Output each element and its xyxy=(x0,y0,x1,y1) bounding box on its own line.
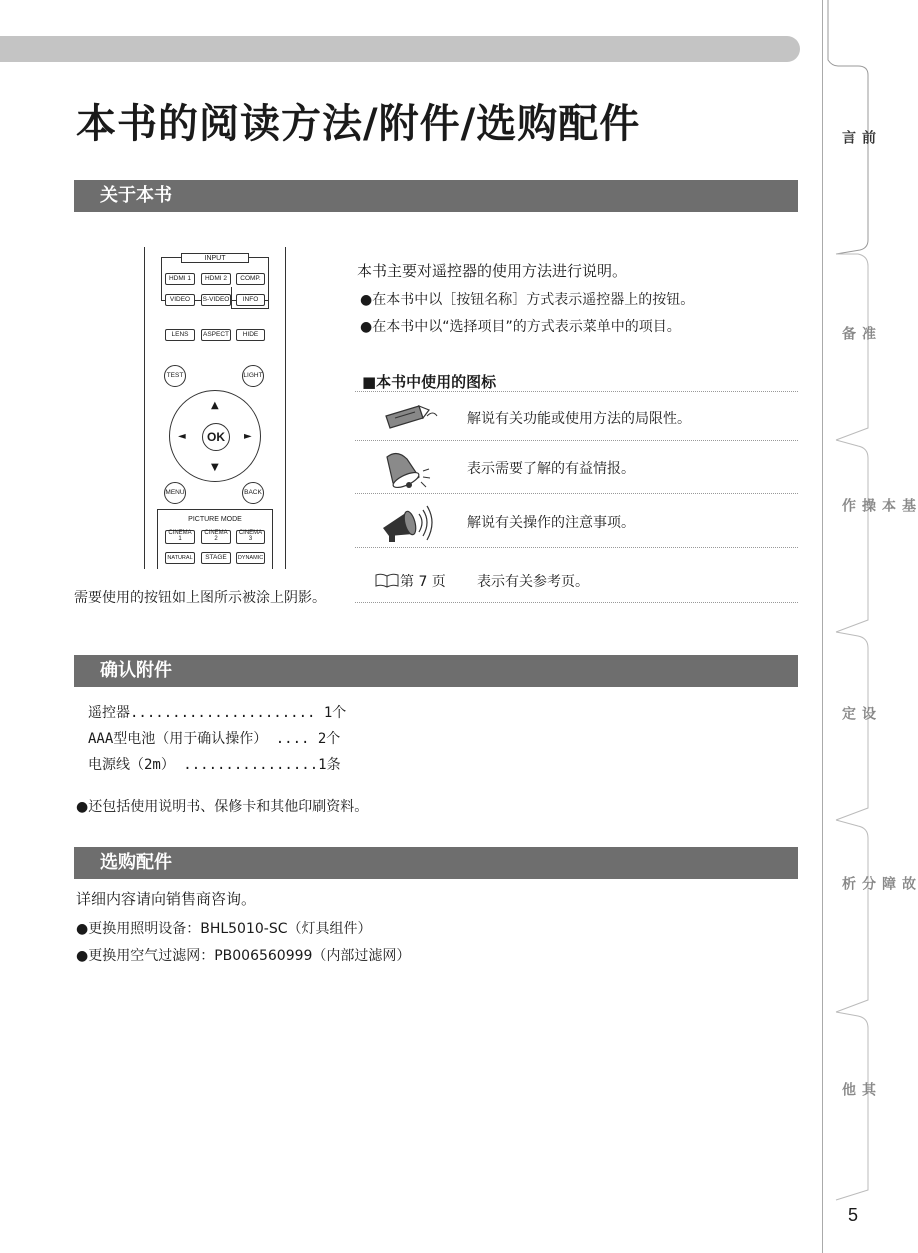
section-heading-options: 选购配件 xyxy=(74,847,798,879)
accessories-note: ●还包括使用说明书、保修卡和其他印刷资料。 xyxy=(76,799,369,815)
remote-control-illustration xyxy=(144,247,286,569)
reference-page-label: 第 7 页 xyxy=(400,574,446,590)
book-icon xyxy=(375,572,399,588)
icon-row-reference xyxy=(355,548,798,603)
cinema3-button[interactable]: CINEMA 3 xyxy=(236,530,265,544)
about-bullet-1: ●在本书中以［按钮名称］方式表示遥控器上的按钮。 xyxy=(360,292,695,308)
dynamic-button[interactable]: DYNAMIC xyxy=(236,552,265,564)
icon-row-bell xyxy=(355,441,798,494)
icon-text-megaphone: 解说有关操作的注意事项。 xyxy=(467,515,635,531)
page-title: 本书的阅读方法/附件/选购配件 xyxy=(76,101,641,147)
lens-button[interactable]: LENS xyxy=(165,329,195,341)
option-item-1: ●更换用照明设备：BHL5010-SC（灯具组件） xyxy=(76,921,372,937)
hdmi2-button[interactable]: HDMI 2 xyxy=(201,273,231,285)
arrow-left-icon[interactable]: ◄ xyxy=(178,431,186,442)
icon-text-bell: 表示需要了解的有益情报。 xyxy=(467,461,635,477)
about-bullet-2: ●在本书中以“选择项目”的方式表示菜单中的项目。 xyxy=(360,319,681,335)
icons-heading: ■本书中使用的图标 xyxy=(362,373,497,391)
megaphone-icon xyxy=(379,502,435,544)
icon-row-memo xyxy=(355,392,798,441)
pencil-memo-icon xyxy=(383,402,439,430)
light-button[interactable]: LIGHT xyxy=(242,365,264,387)
bell-icon xyxy=(379,449,435,491)
hide-button[interactable]: HIDE xyxy=(236,329,265,341)
stage-button[interactable]: STAGE xyxy=(201,552,231,564)
ok-button[interactable]: OK xyxy=(202,423,230,451)
about-intro: 本书主要对遥控器的使用方法进行说明。 xyxy=(357,262,628,280)
options-intro: 详细内容请向销售商咨询。 xyxy=(76,890,257,908)
direction-pad xyxy=(169,390,261,482)
accessory-item-1: 遥控器...................... 1个 xyxy=(88,705,347,721)
aspect-button[interactable]: ASPECT xyxy=(201,329,231,341)
s-video-button[interactable]: S-VIDEO xyxy=(201,294,231,306)
input-label: INPUT xyxy=(181,253,249,263)
accessory-item-2: AAA型电池（用于确认操作） .... 2个 xyxy=(88,731,341,747)
cinema2-button[interactable]: CINEMA 2 xyxy=(201,530,231,544)
section-heading-accessories: 确认附件 xyxy=(74,655,798,687)
hdmi1-button[interactable]: HDMI 1 xyxy=(165,273,195,285)
comp-button[interactable]: COMP. xyxy=(236,273,265,285)
cinema1-button[interactable]: CINEMA 1 xyxy=(165,530,195,544)
back-button[interactable]: BACK xyxy=(242,482,264,504)
section-heading-about: 关于本书 xyxy=(74,180,798,212)
page-number: 5 xyxy=(848,1205,859,1225)
arrow-down-icon[interactable]: ▼ xyxy=(211,462,219,473)
natural-button[interactable]: NATURAL xyxy=(165,552,195,564)
accessory-item-3: 电源线（2m） ................1条 xyxy=(88,757,341,773)
video-button[interactable]: VIDEO xyxy=(165,294,195,306)
info-button[interactable]: INFO xyxy=(236,294,265,306)
menu-button[interactable]: MENU xyxy=(164,482,186,504)
reference-text: 表示有关参考页。 xyxy=(477,574,589,590)
picture-mode-label: PICTURE MODE xyxy=(188,516,242,523)
icon-text-memo: 解说有关功能或使用方法的局限性。 xyxy=(467,411,691,427)
test-button[interactable]: TEST xyxy=(164,365,186,387)
side-tab-outlines xyxy=(822,0,893,1253)
icon-row-megaphone xyxy=(355,494,798,548)
arrow-right-icon[interactable]: ► xyxy=(244,431,252,442)
remote-caption: 需要使用的按钮如上图所示被涂上阴影。 xyxy=(74,590,326,606)
top-decorative-bar xyxy=(0,36,800,62)
option-item-2: ●更换用空气过滤网：PB006560999（内部过滤网） xyxy=(76,948,411,964)
arrow-up-icon[interactable]: ▲ xyxy=(211,400,219,411)
